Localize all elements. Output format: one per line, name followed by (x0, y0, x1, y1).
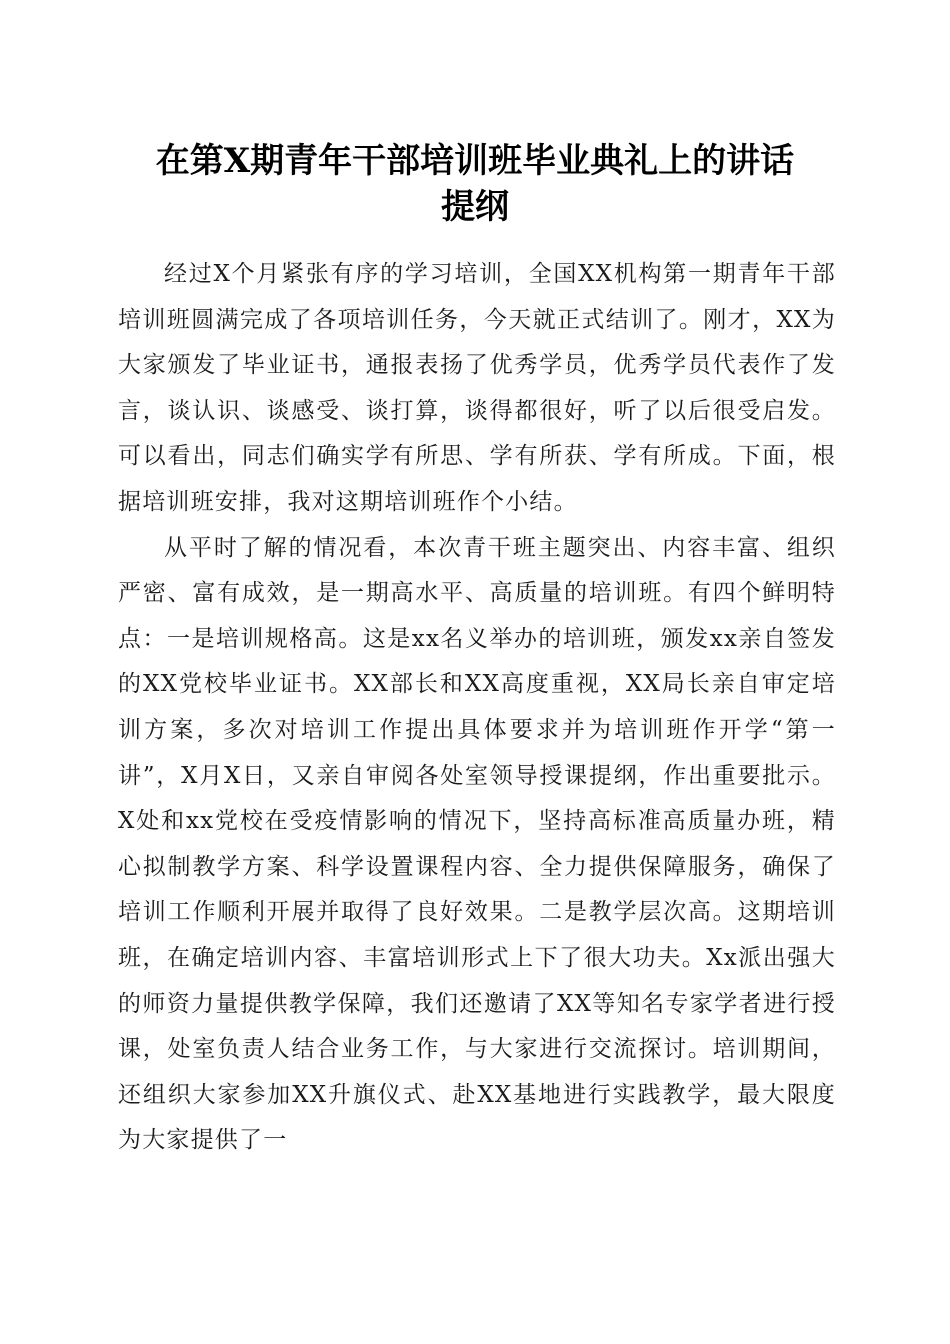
paragraph-2: 从平时了解的情况看，本次青干班主题突出、内容丰富、组织严密、富有成效，是一期高水平、高质量的培训班。有四个鲜明特点：一是培训规格高。这是xx名义举办的培训班，颁发xx亲自签发的XX党校毕业证书。XX部长和XX高度重视，XX局长亲自审定培训方案，多次对培训工作提出具体要求并为培训班作开学“第一讲”，X月X日，又亲自审阅各处室领导授课提纲，作出重要批示。X处和xx党校在受疫情影响的情况下，坚持高标准高质量办班，精心拟制教学方案、科学设置课程内容、全力提供保障服务，确保了培训工作顺利开展并取得了良好效果。二是教学层次高。这期培训班，在确定培训内容、丰富培训形式上下了很大功夫。Xx派出强大的师资力量提供教学保障，我们还邀请了XX等知名专家学者进行授课，处室负责人结合业务工作，与大家进行交流探讨。培训期间，还组织大家参加XX升旗仪式、赴XX基地进行实践教学，最大限度为大家提供了一 (118, 534, 836, 1154)
document-body (118, 252, 836, 1164)
document-title (100, 138, 850, 230)
document-title-line-1: 在第X期青年干部培训班毕业典礼上的讲话 (155, 141, 795, 181)
document-title-line-2: 提纲 (441, 187, 509, 227)
paragraph-1: 经过X个月紧张有序的学习培训，全国XX机构第一期青年干部培训班圆满完成了各项培训任务，今天就正式结训了。刚才，XX为大家颁发了毕业证书，通报表扬了优秀学员，优秀学员代表作了发言，谈认识、谈感受、谈打算，谈得都很好，听了以后很受启发。可以看出，同志们确实学有所思、学有所获、学有所成。下面，根据培训班安排，我对这期培训班作个小结。 (118, 261, 836, 515)
